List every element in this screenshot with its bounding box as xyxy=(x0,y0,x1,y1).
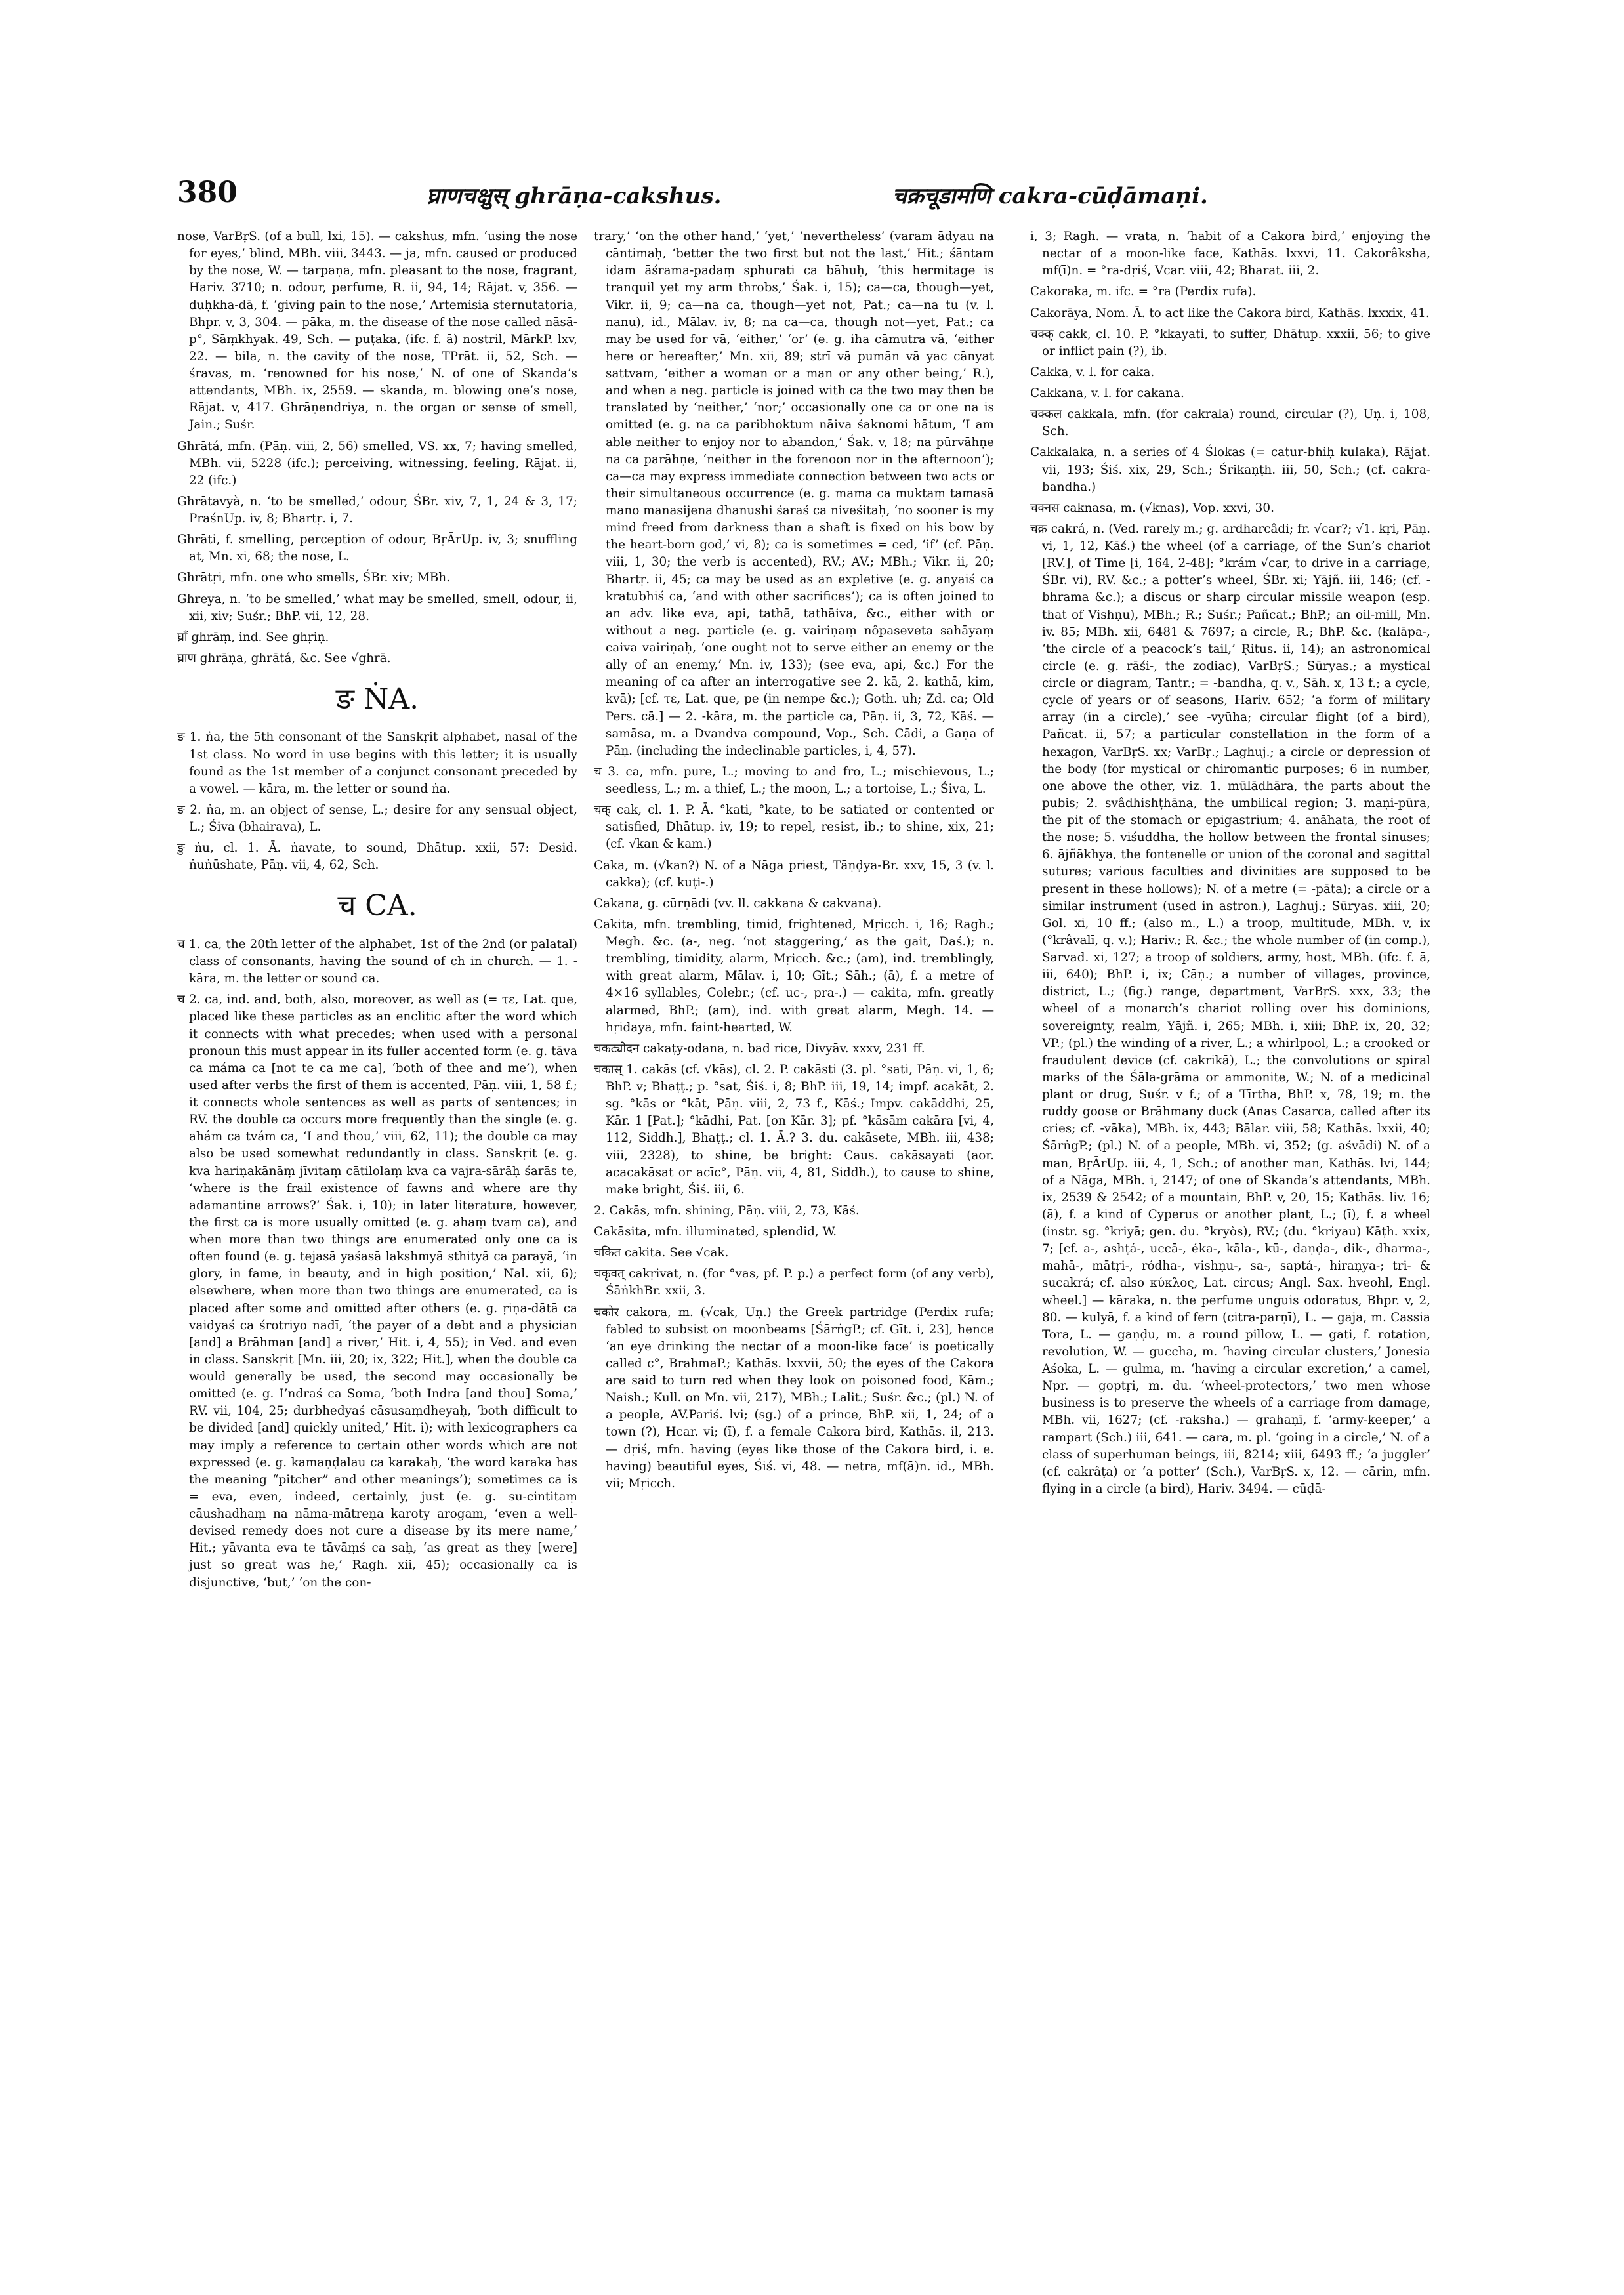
entry: Cakana, g. cūrṇādi (vv. ll. cakkana & cakvana). xyxy=(594,896,882,911)
entry: चक् cak, cl. 1. P. Ā. °kati, °kate, to be satiated or contented or satisfied, Dhātup. iv, 19; to repel, resist, ib.; to shine, xix, 21; (cf. √kan & kam.) xyxy=(594,803,994,852)
entry: घ्राँ ghrāṃ, ind. See ghṛiṇ. xyxy=(177,630,329,644)
entry: चकित cakita. See √cak. xyxy=(594,1246,729,1260)
entry: चकास् 1. cakās (cf. √kās), cl. 2. P. cakāsti (3. pl. °sati, Pāṇ. vi, 1, 6; BhP. v; Bhaṭṭ.; p. °sat, Śiś. i, 8; BhP. iii, 19, 14; impf. acakāt, 2. sg. °kās or °kāt, Pāṇ. viii, 2, 73 f., Kāś.; Impv. cakāddhi, 25, Kār. 1 [Pat.]; °kādhi, Pat. [on Kār. 3]; pf. °kāsām cakāra [vi, 4, 112, Siddh.], Bhaṭṭ.; cl. 1. Ā.? 3. du. cakāsete, MBh. iii, 438; viii, 2328), to shine, be bright: Caus. cakāsayati (aor. acacakāsat or acīc°, Pāṇ. vii, 4, 81, Siddh.), to cause to shine, make bright, Śiś. iii, 6. xyxy=(594,1062,994,1197)
section-title-ca: च CA. xyxy=(337,889,417,923)
entry: trary,’ ‘on the other hand,’ ‘yet,’ ‘nevertheless’ (varam ādyau na cāntimaḥ, ‘better the two first but not the last,’ Hit.; śāntam idam āśrama-padaṃ sphurati ca bāhuḥ, ‘this hermitage is tranquil yet my arm throbs,’ Śak. i, 15); ca—ca, though—yet, Vikr. ii, 9; ca—na ca, though—yet not, Pat.; ca—na tu (v. l. nanu), id., Mālav. iv, 8; na ca—ca, though not—yet, Pat.; ca may be used for vā, ‘either,’ ‘or’ (e. g. iha cāmutra vā, ‘either here or hereafter,’ Mn. xii, 89; strī vā pumān vā yac cānyat sattvam, ‘either a woman or a man or any other being,’ R.), and when a neg. particle is joined with ca the two may then be translated by ‘neither,’ ‘nor;’ occasionally one ca or one na is omitted (e. g. na ca paribhoktum nāiva śaknomi hātum, ‘I am able neither to enjoy nor to abandon,’ Śak. v, 18; na pūrvāhṇe na ca parāhṇe, ‘neither in the forenoon nor in the afternoon’); ca—ca may express immediate connection between two acts or their simultaneous occurrence (e. g. mama ca muktaṃ tamasā mano manasijena dhanushi śaraś ca niveśitaḥ, ‘no sooner is my mind freed from darkness than a shaft is fixed on his bow by the heart-born god,’ vi, 8); ca is sometimes = ced, ‘if’ (cf. Pāṇ. viii, 1, 30; the verb is accented), RV.; AV.; MBh.; Vikr. ii, 20; Bhartṛ. ii, 45; ca may be used as an expletive (e. g. anyaiś ca kratubhiś ca, ‘and with other sacrifices’); ca is often joined to an adv. like eva, api, tathā, tathāiva, &c., either with or without a neg. particle (e. g. vairiṇaṃ nôpaseveta sahāyaṃ caiva vairiṇaḥ, ‘one ought not to serve either an enemy or the ally of an enemy,’ Mn. iv, 133); (see eva, api, &c.) For the meaning of ca after an interrogative see 2. kā, 2. kathā, kim, kvā); [cf. τε, Lat. que, pe (in nempe &c.); Goth. uh; Zd. ca; Old Pers. cā.] — 2. -kāra, m. the particle ca, Pāṇ. ii, 3, 72, Kāś. — samāsa, m. a Dvandva compound, Vop., Sch. Cādi, a Gaṇa of Pāṇ. (including the indeclinable particles, i, 4, 57). xyxy=(594,230,994,758)
section-title-na: ङ ṄA. xyxy=(335,682,419,716)
column-3 xyxy=(1030,228,1430,2262)
column-1 xyxy=(177,228,577,2262)
entry: चकृवत् cakṛivat, n. (for °vas, pf. P. p.) a perfect form (of any verb), ŚāṅkhBr. xxii, 3. xyxy=(594,1267,994,1298)
entry: चक्नस caknasa, m. (√knas), Vop. xxvi, 30. xyxy=(1030,501,1274,515)
entry: ङ 2. ṅa, m. an object of sense, L.; desire for any sensual object, L.; Śiva (bhairava), L. xyxy=(177,802,577,835)
entry: Cakka, v. l. for caka. xyxy=(1030,365,1155,379)
entry: ङ 1. ṅa, the 5th consonant of the Sanskṛit alphabet, nasal of the 1st class. No word in use begins with this letter; it is usually found as the 1st member of a conjunct consonant preceded by a vowel. — kāra, m. the letter or sound ṅa. xyxy=(177,730,577,796)
entry: Cakkana, v. l. for cakana. xyxy=(1030,386,1184,400)
entry: Ghrāti, f. smelling, perception of odour, BṛĀrUp. iv, 3; snuffling at, Mn. xi, 68; the nose, L. xyxy=(177,533,577,564)
entry: Caka, m. (√kan?) N. of a Nāga priest, Tāṇḍya-Br. xxv, 15, 3 (v. l. cakka); (cf. kuṭi-.) xyxy=(594,858,994,890)
page-header xyxy=(177,176,1460,222)
entry: Ghrātavyà, n. ‘to be smelled,’ odour, ŚBr. xiv, 7, 1, 24 & 3, 17; PraśnUp. iv, 8; Bhartṛ. i, 7. xyxy=(177,494,577,526)
entry: Cakita, mfn. trembling, timid, frightened, Mṛicch. i, 16; Ragh.; Megh. &c. (a-, neg. ‘not staggering,’ as the gait, Daś.); n. trembling, timidity, alarm, Mṛicch. &c.; (am), ind. tremblingly, with great alarm, Mālav. i, 10; Gīt.; Sāh.; (ā), f. a metre of 4×16 syllables, Colebr.; (cf. uc-, pra-.) — cakita, mfn. greatly alarmed, BhP.; (am), ind. with great alarm, Megh. 14. — hṛidaya, mfn. faint-hearted, W. xyxy=(594,917,994,1035)
entry: ङु ṅu, cl. 1. Ā. ṅavate, to sound, Dhātup. xxii, 57: Desid. ṅuṅūshate, Pāṇ. vii, 4, 62, Sch. xyxy=(177,841,577,873)
entry: 2. Cakās, mfn. shining, Pāṇ. viii, 2, 73, Kāś. xyxy=(594,1203,860,1218)
entry: i, 3; Ragh. — vrata, n. ‘habit of a Cakora bird,’ enjoying the nectar of a moon-like face, Kathās. lxxvi, 11. Cakorâksha, mf(ī)n. = °ra-dṛiś, Vcar. viii, 42; Bharat. iii, 2. xyxy=(1030,230,1430,278)
entry: चक्कल cakkala, mfn. (for cakrala) round, circular (?), Uṇ. i, 108, Sch. xyxy=(1030,407,1430,439)
entry: Cakoraka, m. ifc. = °ra (Perdix rufa). xyxy=(1030,285,1257,299)
entry: nose, VarBṛS. (of a bull, lxi, 15). — cakshus, mfn. ‘using the nose for eyes,’ blind, MBh. viii, 3443. — ja, mfn. caused or produced by the nose, W. — tarpaṇa, mfn. pleasant to the nose, fragrant, Hariv. 3710; n. odour, perfume, R. ii, 94, 14; Rājat. v, 356. — duḥkha-dā, f. ‘giving pain to the nose,’ Artemisia sternutatoria, Bhpr. v, 3, 304. — pāka, m. the disease of the nose called nāsā-p°, Sāṃkhyak. 49, Sch. — puṭaka, (ifc. f. ā) nostril, MārkP. lxv, 22. — bila, n. the cavity of the nose, TPrāt. ii, 52, Sch. — śravas, m. ‘renowned for his nose,’ N. of one of Skanda’s attendants, MBh. ix, 2559. — skanda, m. blowing one’s nose, Rājat. v, 417. Ghrāṇendriya, n. the organ or sense of smell, Jain.; Suśr. xyxy=(177,230,577,432)
entry: Cakkalaka, n. a series of 4 Ślokas (= catur-bhiḥ kulaka), Rājat. vii, 193; Śiś. xix, 29, Sch.; Śrikaṇṭh. iii, 50, Sch.; (cf. cakra-bandha.) xyxy=(1030,445,1430,494)
page-number: 380 xyxy=(177,176,238,209)
entry: च 3. ca, mfn. pure, L.; moving to and fro, L.; mischievous, L.; seedless, L.; m. a thief, L.; the moon, L.; a tortoise, L.; Śiva, L. xyxy=(594,764,994,796)
entry: चक्र cakrá, n. (Ved. rarely m.; g. ardharcâdi; fr. √car?; √1. kṛi, Pāṇ. vi, 1, 12, Kāś.) the wheel (of a carriage, of the Sun’s chariot [RV.], of Time [i, 164, 2-48]; °krám √car, to drive in a carriage, ŚBr. vi), RV. &c.; a potter’s wheel, ŚBr. xi; Yājñ. iii, 146; (cf. -bhrama &c.); a discus or sharp circular missile weapon (esp. that of Vishṇu), MBh.; R.; Suśr.; Pañcat.; BhP.; an oil-mill, Mn. iv. 85; MBh. xii, 6481 & 7697; a circle, R.; BhP. &c. (kalāpa-, ‘the circle of a peacock’s tail,’ Ṛitus. ii, 14); an astronomical circle (e. g. rāśi-, the zodiac), VarBṛS.; Sūryas.; a mystical circle or diagram, Tantr.; = -bandha, q. v., Sāh. x, 13 f.; a cycle, cycle of years or of seasons, Hariv. 652; ‘a form of military array (in a circle),’ see -vyūha; circular flight (of a bird), Pañcat. ii, 57; a particular constellation in the form of a hexagon, VarBṛS. xx; VarBṛ.; Laghuj.; a circle or depression of the body (for mystical or chiromantic purposes; 6 in number, one above the other, viz. 1. mūlādhāra, the parts about the pubis; 2. svâdhishṭhāna, the umbilical region; 3. maṇi-pūra, the pit of the stomach or epigastrium; 4. anāhata, the root of the nose; 5. viśuddha, the hollow between the frontal sinuses; 6. ājñākhya, the fontenelle or union of the coronal and sagittal sutures; various faculties and divinities are supposed to be present in these hollows); N. of a metre (= -pāta); a circle or a similar instrument (used in astron.), Laghuj.; Sūryas. xiii, 20; Gol. xi, 10 ff.; (also m., L.) a troop, multitude, MBh. v, ix (°krâvalī, q. v.); Hariv.; R. &c.; the whole number of (in comp.), Sarvad. xi, 127; a troop of soldiers, army, host, MBh. (ifc. f. ā, iii, 640); BhP. i, ix; Cāṇ.; a number of villages, province, district, L.; (fig.) range, department, VarBṛS. xxx, 33; the wheel of a monarch’s chariot rolling over his dominions, sovereignty, realm, Yājñ. i, 265; MBh. i, xiii; BhP. ix, 20, 32; VP.; (pl.) the winding of a river, L.; a whirlpool, L.; a crooked or fraudulent device (cf. cakrikā), L.; the convolutions or spiral marks of the Śāla-grāma or ammonite, W.; N. of a medicinal plant or drug, Suśr. v f.; of a Tīrtha, BhP. x, 78, 19; m. the ruddy goose or Brāhmany duck (Anas Casarca, called after its cries; cf. -vāka), MBh. ix, 443; Bālar. viii, 58; Kathās. lxxii, 40; ŚārṅgP.; (pl.) N. of a people, MBh. vi, 352; (g. aśvādi) N. of a man, BṛĀrUp. iii, 4, 1, Sch.; of another man, Kathās. lvi, 144; of a Nāga, MBh. i, 2147; of one of Skanda’s attendants, MBh. ix, 2539 & 2542; of a mountain, BhP. v, 20, 15; Kathās. liv. 16; (ā), f. a kind of Cyperus or another plant, L.; (ī), f. a wheel (instr. sg. °kriyā; gen. du. °kryòs), RV.; (du. °kriyau) Kāṭh. xxix, 7; [cf. a-, ashṭá-, uccā-, éka-, kāla-, kū-, daṇḍa-, dik-, dharma-, mahā-, mātṛi-, ródha-, vishṇu-, sa-, saptá-, hiraṇya-; tri- & sucakrá; cf. also κύκλος, Lat. circus; Angl. Sax. hveohl, Engl. wheel.] — kāraka, n. the perfume unguis odoratus, Bhpr. v, 2, 80. — kulyā, f. a kind of fern (citra-parṇī), L. — gaja, m. Cassia Tora, L. — gaṇḍu, m. a round pillow, L. — gati, f. rotation, revolution, W. — guccha, m. ‘having circular clusters,’ Jonesia Aśoka, L. — gulma, m. ‘having a circular excretion,’ a camel, Npr. — goptṛi, m. du. ‘wheel-protectors,’ two men whose business is to preserve the wheels of a carriage from damage, MBh. vii, 1627; (cf. -raksha.) — grahaṇī, f. ‘army-keeper,’ a rampart (Sch.) iii, 641. — cara, m. pl. ‘going in a circle,’ N. of a class of superhuman beings, iii, 8214; xiii, 6493 ff.; ‘a juggler’ (cf. cakrâṭa) or ‘a potter’ (Sch.), VarBṛS. x, 12. — cārin, mfn. flying in a circle (a bird), Hariv. 3494. — cūḍā- xyxy=(1030,522,1430,1496)
header-right-headword: चक्रचूडामणि cakra-cūḍāmaṇi. xyxy=(892,183,1208,209)
entry: Ghreya, n. ‘to be smelled,’ what may be smelled, smell, odour, ii, xii, xiv; Suśr.; BhP. vii, 12, 28. xyxy=(177,592,577,623)
entry: Ghrātá, mfn. (Pāṇ. viii, 2, 56) smelled, VS. xx, 7; having smelled, MBh. vii, 5228 (ifc.); perceiving, witnessing, feeling, Rājat. ii, 22 (ifc.) xyxy=(177,439,577,487)
header-left-headword: घ्राणचक्षुस् ghrāṇa-cakshus. xyxy=(427,183,722,209)
entry: Cakorāya, Nom. Ā. to act like the Cakora bird, Kathās. lxxxix, 41. xyxy=(1030,306,1430,320)
entry: च 1. ca, the 20th letter of the alphabet, 1st of the 2nd (or palatal) class of consonants, having the sound of ch in church. — 1. -kāra, m. the letter or sound ca. xyxy=(177,937,577,986)
entry: चक्क् cakk, cl. 10. P. °kkayati, to suffer, Dhātup. xxxii, 56; to give or inflict pain (?), ib. xyxy=(1030,327,1430,358)
entry: च 2. ca, ind. and, both, also, moreover, as well as (= τε, Lat. que, placed like these particles as an enclitic after the word which it connects with what precedes; when used with a personal pronoun this must appear in its fuller accented form (e. g. tāva ca máma ca [not te ca me ca], ‘both of thee and me’), when used after verbs the first of them is accented, Pāṇ. viii, 1, 58 f.; it connects whole sentences as well as parts of sentences; in RV. the double ca occurs more frequently than the single (e. g. ahám ca tvám ca, ‘I and thou,’ viii, 62, 11); the double ca may also be used somewhat redundantly in class. Sanskṛit (e. g. kva hariṇakānāṃ jīvitaṃ cātilolaṃ kva ca vajra-sārāḥ śarās te, ‘where is the frail existence of fawns and where are thy adamantine arrows?’ Śak. i, 10); in later literature, however, the first ca is more usually omitted (e. g. ahaṃ tvaṃ ca), and when more than two things are enumerated only one ca is often found (e. g. tejasā yaśasā lakshmyā sthityā ca parayā, ‘in glory, in fame, in beauty, and in high position,’ Nal. xii, 6); elsewhere, when more than two things are enumerated, ca is placed after some and omitted after others (e. g. ṛiṇa-dātā ca vaidyaś ca śrotriyo nadī, ‘the payer of a debt and a physician [and] a Brāhman [and] a river,’ Hit. i, 4, 55); in Ved. and even in class. Sanskṛit [Mn. iii, 20; ix, 322; Hit.], when the double ca would generally be used, the second may occasionally be omitted (e. g. I’ndraś ca Soma, ‘both Indra [and thou] Soma,’ RV. vii, 104, 25; durbhedyaś cāsusaṃdheyaḥ, ‘both difficult to be divided [and] quickly united,’ Hit. i); with lexicographers ca may imply a reference to certain other words which are not expressed (e. g. kamaṇḍalau ca karakaḥ, ‘the word karaka has the meaning “pitcher” and other meanings’); sometimes ca is = eva, even, indeed, certainly, just (e. g. su-cintitaṃ cāushadhaṃ na nāma-mātreṇa karoty arogam, ‘even a well-devised remedy does not cure a disease by its mere name,’ Hit.; yāvanta eva te tāvāṃś ca saḥ, ‘as great as they [were] just so great was he,’ Ragh. xii, 45); occasionally ca is disjunctive, ‘but,’ ‘on the con- xyxy=(177,993,577,1590)
column-2 xyxy=(594,228,994,2262)
entry: चकोर cakora, m. (√cak, Uṇ.) the Greek partridge (Perdix rufa; fabled to subsist on moonbeams [ŚārṅgP.; cf. Gīt. i, 23], hence ‘an eye drinking the nectar of a moon-like face’ is poetically called c°, BrahmaP.; Kathās. lxxvii, 50; the eyes of the Cakora are said to turn red when they look on poisoned food, Kām.; Naish.; Kull. on Mn. vii, 217), MBh.; Lalit.; Suśr. &c.; (pl.) N. of a people, AV.Pariś. lvi; (sg.) of a prince, BhP. xii, 1, 24; of a town (?), Hcar. vi; (ī), f. a female Cakora bird, Kathās. il, 213. — dṛiś, mfn. having (eyes like those of the Cakora bird, i. e. having) beautiful eyes, Śiś. vi, 48. — netra, mf(ā)n. id., MBh. vii; Mṛicch. xyxy=(594,1305,994,1491)
entry: चकट्योदन cakaṭy-odana, n. bad rice, Divyāv. xxxv, 231 ff. xyxy=(594,1041,925,1056)
entry: घ्राण ghrāṇa, ghrātá, &c. See √ghrā. xyxy=(177,651,391,665)
entry: Cakāsita, mfn. illuminated, splendid, W. xyxy=(594,1225,837,1239)
entry: Ghrātṛi, mfn. one who smells, ŚBr. xiv; MBh. xyxy=(177,571,450,585)
